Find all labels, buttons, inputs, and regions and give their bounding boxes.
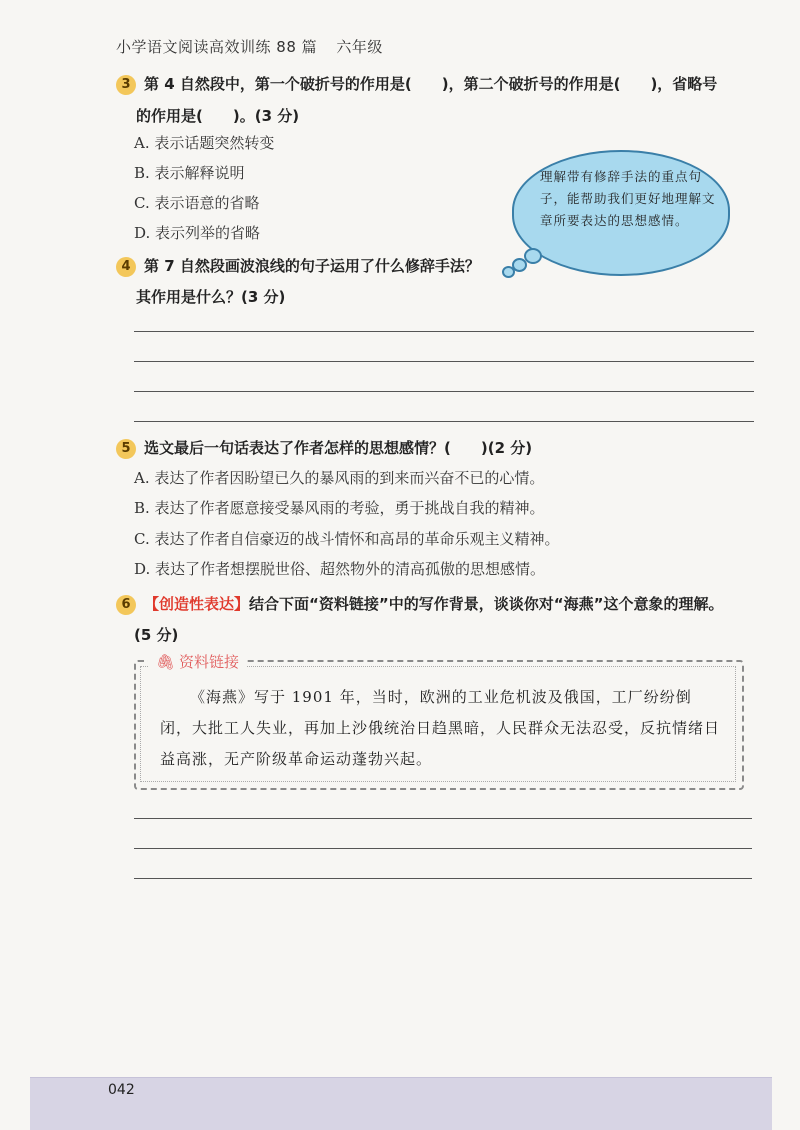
creative-expression-tag: 【创造性表达】 <box>144 595 250 613</box>
q3-option-c: C. 表示语意的省略 <box>134 194 260 212</box>
answer-line[interactable] <box>134 331 754 332</box>
answer-line[interactable] <box>134 361 754 362</box>
question-number-badge: 3 <box>116 75 136 95</box>
q5-option-b: B. 表达了作者愿意接受暴风雨的考验，勇于挑战自我的精神。 <box>134 499 545 517</box>
answer-line[interactable] <box>134 421 754 422</box>
answer-line[interactable] <box>134 878 752 879</box>
answer-line[interactable] <box>134 391 754 392</box>
question-3-text-line2: 的作用是( )。(3 分) <box>136 107 300 125</box>
question-5 <box>116 436 532 460</box>
tip-text: 理解带有修辞手法的重点句子，能帮助我们更好地理解文章所要表达的思想感情。 <box>540 169 716 228</box>
page-header <box>116 36 383 57</box>
q5-option-a: A. 表达了作者因盼望已久的暴风雨的到来而兴奋不已的心情。 <box>134 469 545 487</box>
q3-option-b: B. 表示解释说明 <box>134 164 245 182</box>
book-title: 小学语文阅读高效训练 88 篇 <box>116 38 318 56</box>
resource-link-header <box>148 651 247 672</box>
bubble-dot <box>524 248 542 264</box>
page-footer-band <box>30 1077 772 1130</box>
question-4-text-line2: 其作用是什么？(3 分) <box>136 288 286 306</box>
question-3-text-line1: 第 4 自然段中，第一个破折号的作用是( )，第二个破折号的作用是( )，省略号 <box>144 75 718 93</box>
question-number-badge: 5 <box>116 439 136 459</box>
resource-link-body: 《海燕》写于 1901 年，当时，欧洲的工业危机波及俄国，工厂纷纷倒闭，大批工人失业，再加上沙俄统治日趋黑暗，人民群众无法忍受，反抗情绪日益高涨，无产阶级革命运动蓬勃兴起。 <box>160 688 721 768</box>
q5-option-d: D. 表达了作者想摆脱世俗、超然物外的清高孤傲的思想感情。 <box>134 560 546 578</box>
answer-line[interactable] <box>134 848 752 849</box>
question-3 <box>116 72 717 96</box>
bubble-dot <box>502 266 515 278</box>
q3-option-a: A. 表示话题突然转变 <box>134 134 275 152</box>
answer-line[interactable] <box>134 818 752 819</box>
q5-option-c: C. 表达了作者自信豪迈的战斗情怀和高昂的革命乐观主义精神。 <box>134 530 560 548</box>
question-6-text-line1: 结合下面“资料链接”中的写作背景，谈谈你对“海燕”这个意象的理解。 <box>249 595 724 613</box>
question-4-text-line1: 第 7 自然段画波浪线的句子运用了什么修辞手法？ <box>144 257 480 275</box>
question-6-text-line2: (5 分) <box>134 626 179 644</box>
resource-link-text <box>160 682 722 775</box>
question-number-badge: 6 <box>116 595 136 615</box>
question-4 <box>116 254 480 278</box>
page-number: 042 <box>108 1082 135 1098</box>
question-5-text: 选文最后一句话表达了作者怎样的思想感情？( )(2 分) <box>144 439 533 457</box>
question-6 <box>116 592 723 616</box>
grade-label: 六年级 <box>336 38 383 56</box>
question-number-badge: 4 <box>116 257 136 277</box>
paperclip-icon: 🖇 <box>156 653 176 671</box>
resource-link-title: 资料链接 <box>179 653 240 671</box>
q3-option-d: D. 表示列举的省略 <box>134 224 261 242</box>
